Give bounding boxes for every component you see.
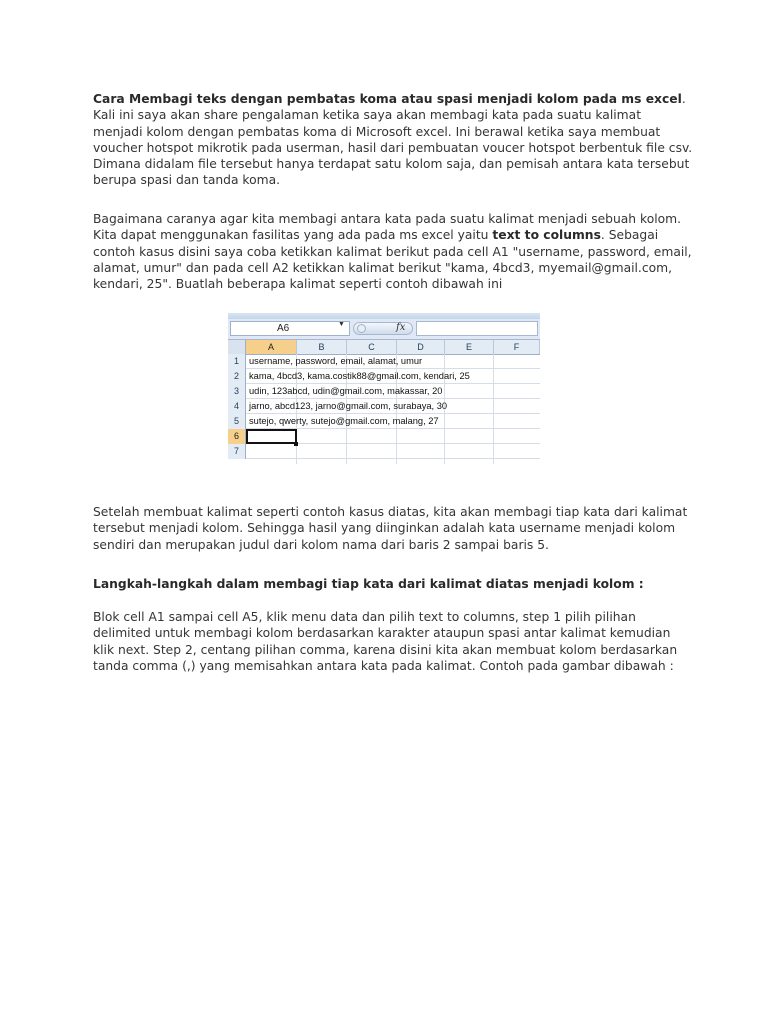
article-title: Cara Membagi teks dengan pembatas koma atau spasi menjadi kolom pada ms excel: [93, 92, 682, 106]
row-header: 1: [228, 354, 246, 369]
row-header: 4: [228, 399, 246, 414]
steps-text: Blok cell A1 sampai cell A5, klik menu data dan pilih text to columns, step 1 pilih pilihan delimited untuk membagi kolom berdasarkan karakter ataupun spasi antar kalimat kemudian klik next. Step 2, centang pilihan comma, karena disini kita akan membuat kolom berdasarkan tanda comma (,) yang memisahkan antara kata pada kalimat. Contoh pada gambar dibawah :: [93, 610, 678, 673]
intro-text: . Kali ini saya akan share pengalaman ketika saya akan membagi kata pada suatu kalimat menjadi kolom dengan pembatas koma di Microsoft excel. Ini berawal ketika saya membuat voucher hotspot mikrotik pada userman, hasil dari pembuatan voucer hotspot berbentuk file csv. Dimana didalam file tersebut hanya terdapat satu kolom saja, dan pemisah antara kata tersebut berupa spasi dan tanda koma.: [93, 92, 693, 188]
text-to-columns-term: text to columns: [492, 228, 601, 243]
fill-handle: [294, 442, 298, 446]
formula-input: [416, 321, 538, 336]
steps-heading: Langkah-langkah dalam membagi tiap kata dari kalimat diatas menjadi kolom :: [93, 577, 644, 591]
column-header-b: B: [297, 340, 347, 354]
column-header-a: A: [246, 340, 297, 354]
name-box: A6: [230, 321, 350, 336]
column-header-e: E: [445, 340, 494, 354]
result-paragraph: [93, 504, 693, 553]
cell-a1: username, password, email, alamat, umur: [249, 356, 423, 366]
active-cell-selection: [246, 429, 297, 444]
fx-icon: fx: [396, 322, 406, 333]
sheet-row: [228, 399, 540, 414]
column-header-row: [228, 340, 540, 355]
sheet-row: [228, 414, 540, 429]
cell-a5: sutejo, qwerty, sutejo@gmail.com, malang, 27: [249, 416, 439, 426]
select-all-corner: [228, 340, 246, 354]
row-header: 5: [228, 414, 246, 429]
column-header-c: C: [347, 340, 397, 354]
row-header: 3: [228, 384, 246, 399]
intro-paragraph: [93, 91, 693, 189]
explanation-text-end: . Sebagai contoh kasus disini saya coba ketikkan kalimat berikut pada cell A1 "username, password, email, alamat, umur" dan pada cell A2 ketikkan kalimat berikut "kama, 4bcd3, myemail@gmail.com, kendari, 25". Buatlah beberapa kalimat seperti contoh dibawah ini: [93, 228, 692, 292]
dropdown-arrow-icon: ▼: [338, 321, 345, 328]
row-header: 6: [228, 429, 246, 444]
cell-a4: jarno, abcd123, jarno@gmail.com, surabaya, 30: [249, 401, 448, 411]
sheet-row: [228, 369, 540, 384]
result-text: Setelah membuat kalimat seperti contoh kasus diatas, kita akan membagi tiap kata dari kalimat tersebut menjadi kolom. Sehingga hasil yang diinginkan adalah kata username menjadi kolom sendiri dan merupakan judul dari kolom nama dari baris 2 sampai baris 5.: [93, 505, 688, 552]
cancel-circle-icon: [357, 324, 366, 333]
row-header: 2: [228, 369, 246, 384]
cell-a2: kama, 4bcd3, kama.costik88@gmail.com, kendari, 25: [249, 371, 470, 381]
sheet-row: [228, 444, 540, 459]
row-header: 7: [228, 444, 246, 459]
sheet-row: [228, 384, 540, 399]
formula-bar: [228, 319, 540, 340]
column-header-d: D: [397, 340, 445, 354]
sheet-row: [228, 354, 540, 369]
explanation-paragraph: [93, 211, 693, 292]
cell-a3: udin, 123abcd, udin@gmail.com, makassar, 20: [249, 386, 443, 396]
explanation-text-start: Bagaimana caranya agar kita membagi antara kata pada suatu kalimat menjadi sebuah kolom. Kita dapat menggunakan fasilitas yang ada pada ms excel yaitu: [93, 212, 682, 243]
excel-screenshot: [228, 313, 540, 456]
steps-paragraph: [93, 609, 693, 674]
column-header-f: F: [494, 340, 540, 354]
